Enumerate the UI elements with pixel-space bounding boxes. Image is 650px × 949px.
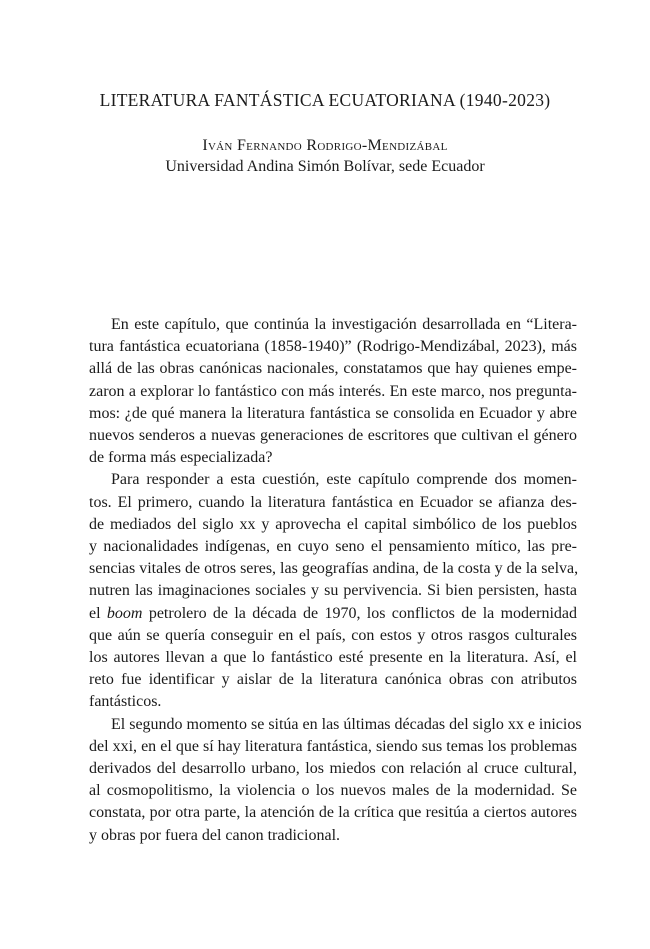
- chapter-title: LITERATURA FANTÁSTICA ECUATORIANA (1940-2023): [99, 90, 551, 110]
- text-line: constata, por otra parte, la atención de la crítica que resitúa a ciertos autores: [89, 804, 577, 822]
- author-affiliation: Universidad Andina Simón Bolívar, sede Ecuador: [165, 158, 485, 175]
- text-line: tos. El primero, cuando la literatura fantástica en Ecuador se afianza des-: [89, 493, 577, 511]
- text-line: del xxi, en el que sí hay literatura fantástica, siendo sus temas los problemas: [89, 737, 577, 755]
- text-line: sencias vitales de otros seres, las geografías andina, de la costa y de la selva,: [89, 560, 579, 578]
- text-line: nutren las imaginaciones sociales y su pervivencia. Si bien persisten, hasta: [89, 582, 577, 600]
- text-fragment: el: [89, 604, 107, 622]
- text-line: los autores llevan a que lo fantástico esté presente en la literatura. Así, el: [89, 649, 577, 667]
- italic-term: boom: [106, 604, 143, 622]
- text-line: derivados del desarrollo urbano, los miedos con relación al cruce cultural,: [89, 760, 577, 778]
- paragraph-3: [89, 714, 582, 847]
- text-line: nuevos senderos a nuevas generaciones de escritores que cultivan el género: [89, 427, 577, 445]
- text-line: de forma más especializada?: [89, 449, 273, 467]
- paragraph-2: [89, 469, 577, 713]
- text-line: El segundo momento se sitúa en las últimas décadas del siglo xx e inicios: [111, 715, 582, 733]
- text-line: Para responder a esta cuestión, este capítulo comprende dos momen-: [111, 471, 577, 489]
- text-line-with-italic: [89, 603, 577, 625]
- text-line: al cosmopolitismo, la violencia o los nuevos males de la modernidad. Se: [89, 782, 577, 800]
- text-line: reto fue identificar y aislar de la literatura canónica obras con atributos: [89, 671, 577, 689]
- chapter-body: [89, 314, 582, 847]
- text-line: En este capítulo, que continúa la investigación desarrollada en “Litera-: [111, 316, 577, 333]
- text-fragment: petrolero de la década de 1970, los conflictos de la modernidad: [142, 604, 578, 622]
- author-name: Iván Fernando Rodrigo-Mendizábal: [202, 137, 448, 154]
- text-line: y obras por fuera del canon tradicional.: [89, 826, 341, 844]
- text-line: tura fantástica ecuatoriana (1858-1940)” (Rodrigo-Mendizábal, 2023), más: [89, 338, 577, 356]
- text-line: y nacionalidades indígenas, en cuyo seno el pensamiento mítico, las pre-: [89, 538, 577, 556]
- paragraph-1: [89, 314, 577, 469]
- text-line: de mediados del siglo xx y aprovecha el capital simbólico de los pueblos: [89, 515, 577, 533]
- text-line: fantásticos.: [89, 693, 162, 711]
- text-line: allá de las obras canónicas nacionales, constatamos que hay quienes empe-: [89, 360, 577, 378]
- text-line: que aún se quería conseguir en el país, con estos y otros rasgos culturales: [89, 626, 577, 644]
- text-line: mos: ¿de qué manera la literatura fantástica se consolida en Ecuador y abre: [89, 404, 577, 422]
- text-line: zaron a explorar lo fantástico con más interés. En este marco, nos pregunta-: [89, 382, 577, 400]
